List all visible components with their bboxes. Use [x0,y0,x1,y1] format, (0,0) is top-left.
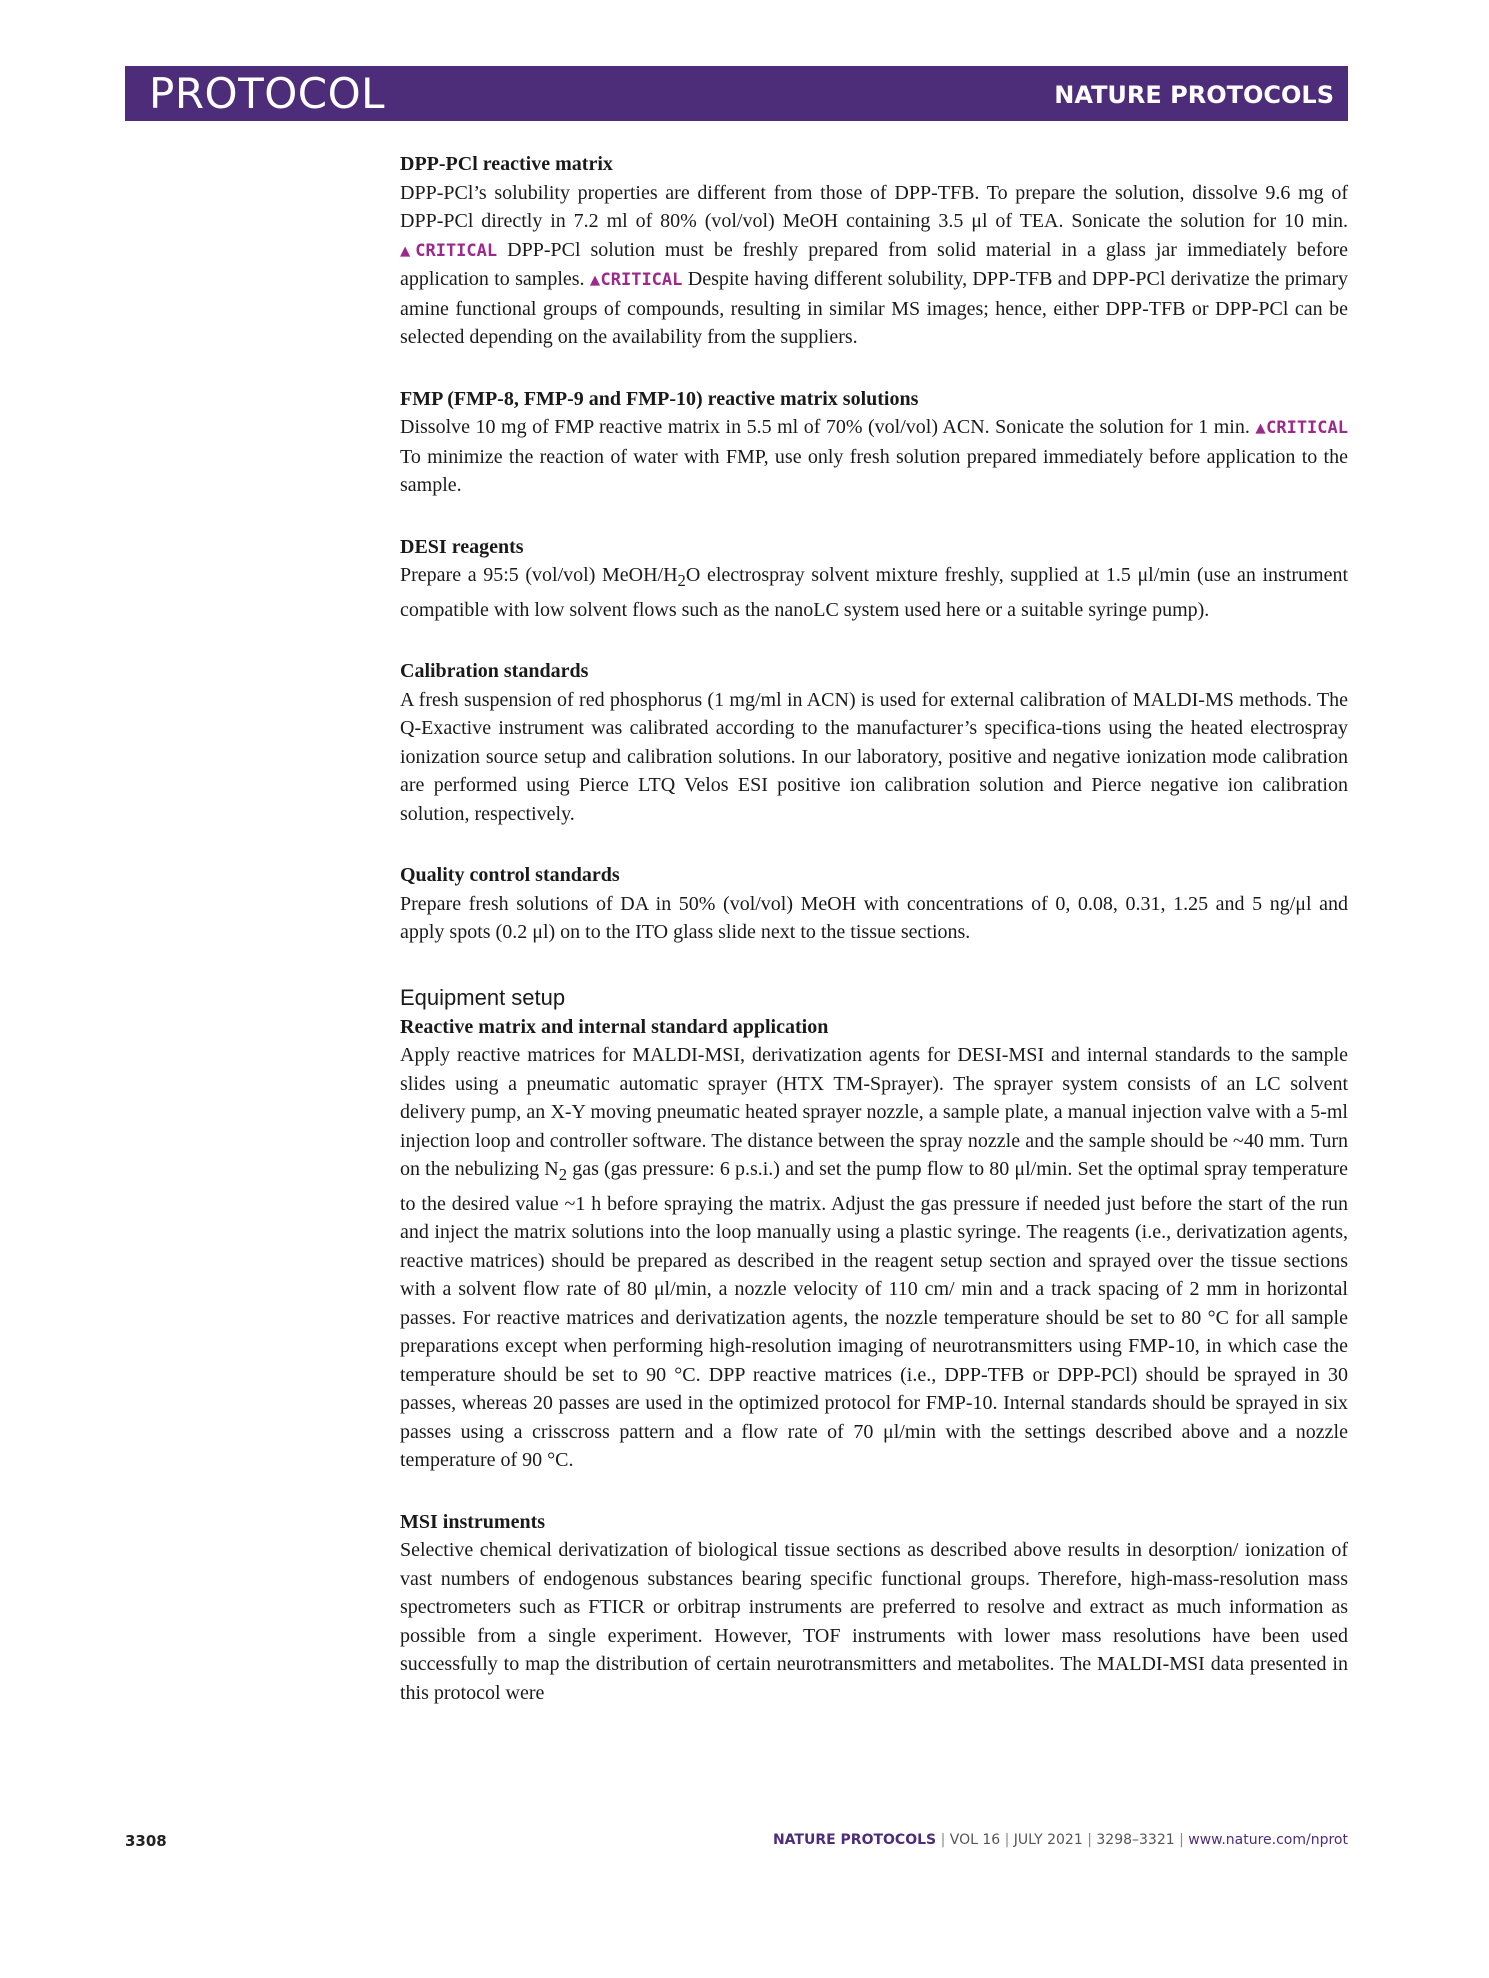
section-heading: MSI instruments [400,1510,546,1533]
section-equipment-setup [400,983,1348,1475]
footer-volume: VOL 16 [949,1832,1001,1848]
section-dpp-pcl [400,150,1348,352]
section-heading: Calibration standards [400,660,589,682]
section-calibration [400,657,1348,828]
main-content [400,150,1348,1707]
section-paragraph: Prepare a 95:5 (vol/vol) MeOH/$H_2O$ electrospray solvent mixture freshly, supplied at 1.5 μl/min (use an instrument compatible with low solvent flows such as the nanoLC system used here or a suitable syringe pump). [400,564,1349,621]
section-paragraph: Selective chemical derivatization of biological tissue sections as described above results in desorption/ ionization of vast numbers of endogenous substances bearing specific functional groups. Therefore, high-mass-resolution mass spectrometers such as FTICR or orbitrap instruments are preferred to resolve and extract as much information as possible from a single experiment. However, TOF instruments with lower mass resolutions have been used successfully to map the distribution of certain neurotransmitters and metabolites. The MALDI-MSI data presented in this protocol were [400,1539,1348,1704]
critical-marker: ▲CRITICAL [589,270,683,290]
journal-name-label: NATURE PROTOCOLS [1054,81,1334,109]
section-heading: DPP-PCl reactive matrix [400,153,613,175]
section-heading: FMP (FMP-8, FMP-9 and FMP-10) reactive matrix solutions [400,387,919,410]
critical-marker: ▲CRITICAL [400,240,498,261]
critical-marker: ▲CRITICAL [1255,418,1348,438]
section-msi-instruments [400,1508,1348,1708]
section-heading: Quality control standards [400,864,620,886]
page-header-banner [125,66,1348,121]
section-paragraph: Dissolve 10 mg of FMP reactive matrix in 5.5 ml of 70% (vol/vol) ACN. Sonicate the solution for 1 min. ▲CRITICAL To minimize the reaction of water with FMP, use only fresh solution prepared immediately before application to the sample. [400,416,1348,496]
page-footer [0,1832,1489,1856]
section-heading: Reactive matrix and internal standard application [400,1015,829,1038]
footer-url-link[interactable]: www.nature.com/nprot [1188,1832,1348,1848]
footer-date: JULY 2021 [1013,1832,1083,1848]
section-type-label: PROTOCOL [149,69,386,118]
footer-pages: 3298–3321 [1096,1832,1175,1848]
section-quality-control [400,861,1348,947]
section-fmp [400,385,1348,500]
section-paragraph: A fresh suspension of red phosphorus (1 mg/ml in ACN) is used for external calibration of MALDI-MS methods. The Q-Exactive instrument was calibrated according to the manufacturer’s specifica-tions using the heated electrospray ionization source setup and calibration solutions. In our laboratory, positive and negative ionization mode calibration are performed using Pierce LTQ Velos ESI positive ion calibration solution and Pierce negative ion calibration solution, respectively. [400,688,1348,825]
section-paragraph: DPP-PCl’s solubility properties are different from those of DPP-TFB. To prepare the solution, dissolve 9.6 mg of DPP-PCl directly in 7.2 ml of 80% (vol/vol) MeOH containing 3.5 μl of TEA. Sonicate the solution for 10 min. ▲CRITICAL DPP-PCl solution must be freshly prepared from solid material in a glass jar immediately before application to samples. ▲CRITICAL Despite having different solubility, DPP-TFB and DPP-PCl derivatize the primary amine functional groups of compounds, resulting in similar MS images; hence, either DPP-TFB or DPP-PCl can be selected depending on the availability from the suppliers. [400,181,1349,348]
journal-citation: NATURE PROTOCOLS | VOL 16 | JULY 2021 | 3298–3321 | www.nature.com/nprot [772,1832,1348,1848]
section-paragraph: Prepare fresh solutions of DA in 50% (vol/vol) MeOH with concentrations of 0, 0.08, 0.31, 1.25 and 5 ng/μl and apply spots (0.2 μl) on to the ITO glass slide next to the tissue sections. [400,892,1348,943]
section-desi [400,533,1348,625]
section-title: Equipment setup [400,984,566,1010]
section-paragraph: Apply reactive matrices for MALDI-MSI, derivatization agents for DESI-MSI and internal standards to the sample slides using a pneumatic automatic sprayer (HTX TM-Sprayer). The sprayer system consists of an LC solvent delivery pump, an X-Y moving pneumatic heated sprayer nozzle, a sample plate, a manual injection valve with a 5-ml injection loop and controller software. The distance between the spray nozzle and the sample should be ~40 mm. Turn on the nebulizing $N_2$ gas (gas pressure: 6 p.s.i.) and set the pump flow to 80 μl/min. Set the optimal spray temperature to the desired value ~1 h before spraying the matrix. Adjust the gas pressure if needed just before the start of the run and inject the matrix solutions into the loop manually using a plastic syringe. The reagents (i.e., derivatization agents, reactive matrices) should be prepared as described in the reagent setup section and sprayed over the tissue sections with a solvent flow rate of 80 μl/min, a nozzle velocity of 110 cm/ min and a track spacing of 2 mm in horizontal passes. For reactive matrices and derivatization agents, the nozzle temperature should be set to 80 °C for all sample preparations except when performing high-resolution imaging of neurotransmitters using FMP-10, in which case the temperature should be set to 90 °C. DPP reactive matrices (i.e., DPP-TFB or DPP-PCl) should be sprayed in 30 passes, whereas 20 passes are used in the optimized protocol for FMP-10. Internal standards should be sprayed in six passes using a crisscross pattern and a flow rate of 70 μl/min with the settings described above and a nozzle temperature of 90 °C. [400,1044,1348,1471]
section-heading: DESI reagents [400,535,524,558]
footer-journal: NATURE PROTOCOLS [772,1832,937,1848]
page-number: 3308 [125,1832,167,1850]
